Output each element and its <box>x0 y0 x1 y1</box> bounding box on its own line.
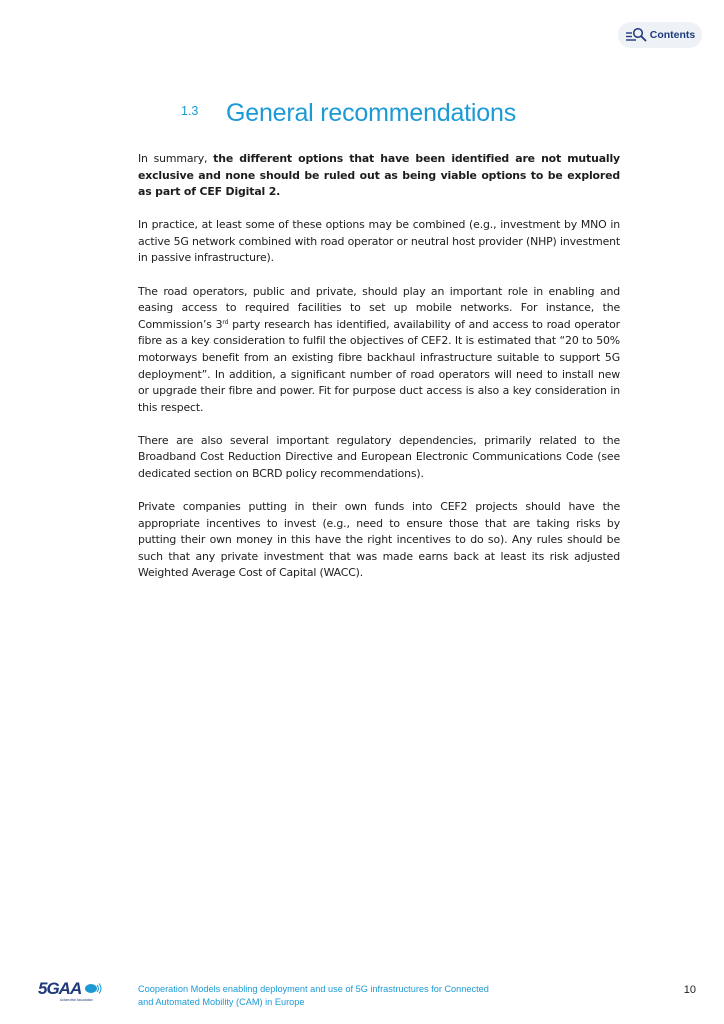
paragraph-road-operators <box>138 284 620 417</box>
summary-bold: the different options that have been identified are not mutually exclusive and none should be ruled out as being viable options to be explored as part of CEF Digital 2. <box>138 152 621 199</box>
5gaa-logo[interactable] <box>38 978 104 1004</box>
page-number: 10 <box>683 984 696 996</box>
ordinal-superscript: rd <box>222 318 229 326</box>
body-text <box>138 151 620 599</box>
summary-intro: In summary, <box>138 152 208 165</box>
contents-button[interactable] <box>618 22 702 48</box>
paragraph-practice: In practice, at least some of these options may be combined (e.g., investment by MNO in active 5G network combined with road operator or neutral host provider (NHP) investment in passive infrastructure). <box>138 218 620 265</box>
section-title: General recommendations <box>226 99 516 127</box>
footer-document-title <box>138 983 558 1008</box>
logo-wordmark: 5GAA <box>38 979 82 998</box>
section-heading <box>181 98 516 128</box>
footer-title-line-2: and Automated Mobility (CAM) in Europe <box>138 996 305 1007</box>
paragraph-private-companies: Private companies putting in their own funds into CEF2 projects should have the appropriate incentives to invest (e.g., need to ensure those that are taking risks by putting their own money in this have the right incentives to do so). Any rules should be such that any private investment that was made earns back at least its risk adjusted Weighted Average Cost of Capital (WACC). <box>138 500 620 580</box>
logo-subtext: Automotive Association <box>60 998 93 1002</box>
paragraph-regulatory: There are also several important regulatory dependencies, primarily related to the Broadband Cost Reduction Directive and European Electronic Communications Code (see dedicated section on BCRD policy recommendations). <box>138 433 620 480</box>
road-operators-text-b: party research has identified, availability of and access to road operator fibre as a key consideration to fulfil the objectives of CEF2. It is estimated that “20 to 50% motorways benefit from an existing fibre backhaul infrastructure suitable to support 5G deployment”. In addition, a significant number of road operators will need to install new or upgrade their fibre and power. Fit for purpose duct access is also a key consideration in this respect. <box>138 317 620 414</box>
paragraph-summary <box>138 151 620 201</box>
road-operators-text-a: The road operators, public and private, should play an important role in enabling and easing access to required facilities to set up mobile networks. For instance, the Commission’s 3 <box>138 284 620 331</box>
footer-title-line-1: Cooperation Models enabling deployment and use of 5G infrastructures for Connected <box>138 984 489 994</box>
section-number: 1.3 <box>181 104 199 118</box>
contents-label: Contents <box>649 29 696 41</box>
search-list-icon <box>625 27 647 43</box>
